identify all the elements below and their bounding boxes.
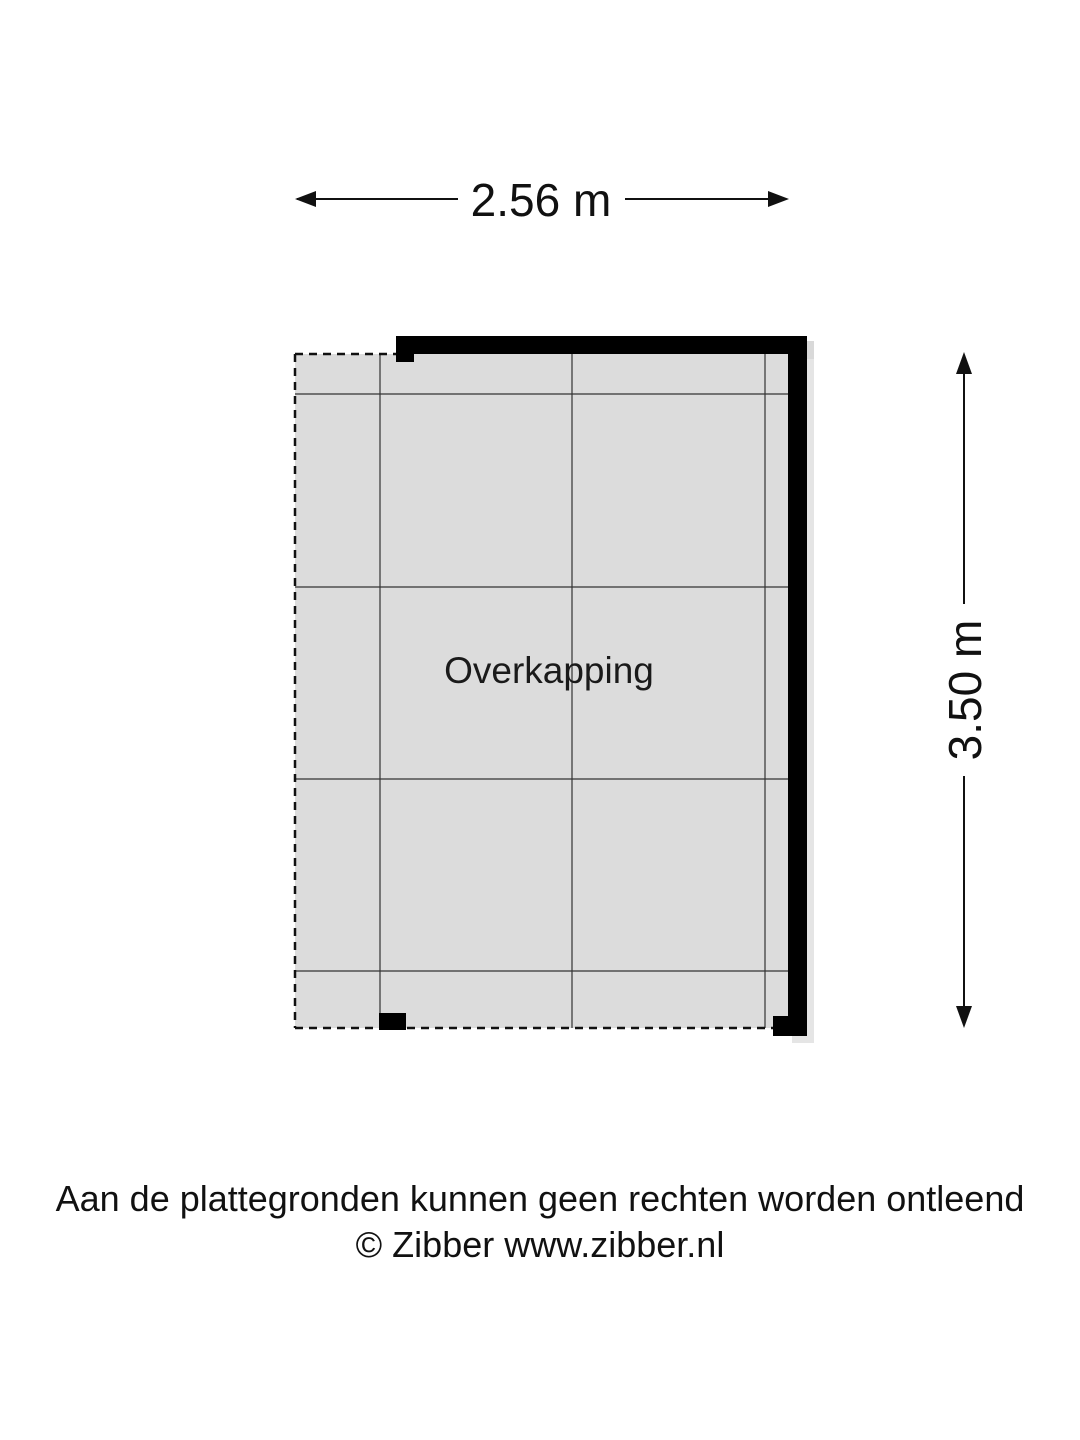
width-dimension bbox=[295, 174, 789, 226]
floor-area bbox=[295, 354, 788, 1028]
width-label: 2.56 m bbox=[470, 174, 612, 226]
wall-right bbox=[788, 336, 807, 1036]
footer-disclaimer: Aan de plattegronden kunnen geen rechten worden ontleend bbox=[55, 1178, 1025, 1219]
height-arrowhead-bottom bbox=[956, 1006, 972, 1028]
height-label: 3.50 m bbox=[939, 619, 991, 761]
room-label: Overkapping bbox=[444, 650, 654, 691]
room-overkapping bbox=[295, 336, 814, 1043]
height-dimension bbox=[939, 352, 991, 1028]
width-arrowhead-right bbox=[768, 191, 789, 207]
wall-top bbox=[396, 336, 807, 354]
wall-top-left-post bbox=[396, 336, 414, 362]
support-column bbox=[379, 1013, 406, 1030]
footer-copyright: © Zibber www.zibber.nl bbox=[355, 1224, 725, 1265]
wall-bottom-right-post bbox=[773, 1016, 807, 1036]
footer bbox=[0, 1176, 1080, 1268]
width-arrowhead-left bbox=[295, 191, 316, 207]
height-arrowhead-top bbox=[956, 352, 972, 374]
